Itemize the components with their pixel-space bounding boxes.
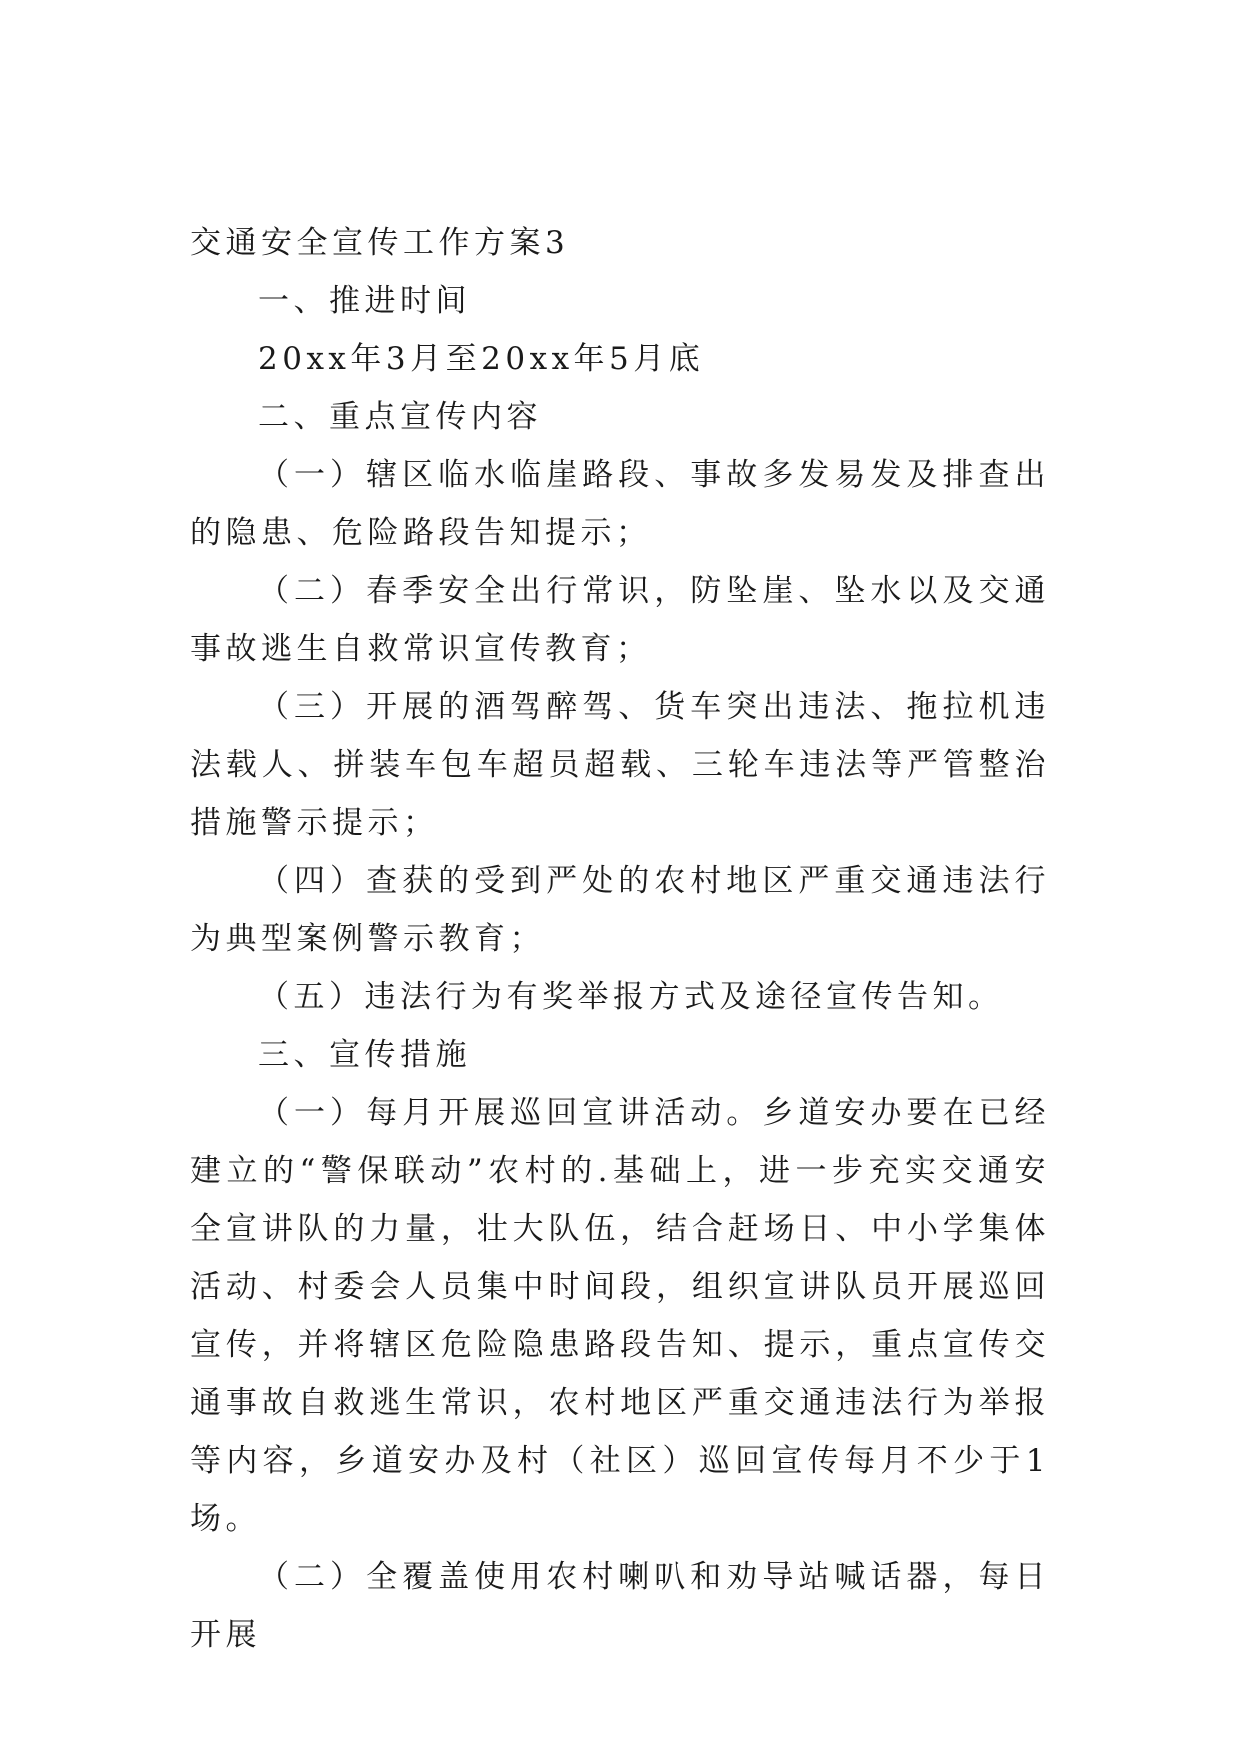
- section-heading-3: 三、宣传措施: [258, 1037, 471, 1073]
- paragraph-item-2: （二）春季安全出行常识，防坠崖、坠水以及交通事故逃生自救常识宣传教育；: [190, 573, 1050, 667]
- document-title: 交通安全宣传工作方案3: [190, 225, 570, 261]
- paragraph-time-range: 20xx年3月至20xx年5月底: [258, 341, 705, 377]
- document-body: [190, 214, 1050, 1664]
- section-heading-2: 二、重点宣传内容: [258, 399, 542, 435]
- paragraph-measure-2: （二）全覆盖使用农村喇叭和劝导站喊话器，每日开展: [190, 1559, 1050, 1653]
- section-heading-1: 一、推进时间: [258, 283, 471, 319]
- paragraph-item-3: （三）开展的酒驾醉驾、货车突出违法、拖拉机违法载人、拼装车包车超员超载、三轮车违法等严管整治措施警示提示；: [190, 689, 1050, 841]
- paragraph-item-4: （四）查获的受到严处的农村地区严重交通违法行为典型案例警示教育；: [190, 863, 1050, 957]
- paragraph-item-1: （一）辖区临水临崖路段、事故多发易发及排查出的隐患、危险路段告知提示；: [190, 457, 1050, 551]
- paragraph-item-5: （五）违法行为有奖举报方式及途径宣传告知。: [258, 979, 1004, 1015]
- paragraph-measure-1: （一）每月开展巡回宣讲活动。乡道安办要在已经建立的“警保联动”农村的.基础上，进一步充实交通安全宣讲队的力量，壮大队伍，结合赶场日、中小学集体活动、村委会人员集中时间段，组织宣讲队员开展巡回宣传，并将辖区危险隐患路段告知、提示，重点宣传交通事故自救逃生常识，农村地区严重交通违法行为举报等内容，乡道安办及村（社区）巡回宣传每月不少于1场。: [190, 1095, 1050, 1537]
